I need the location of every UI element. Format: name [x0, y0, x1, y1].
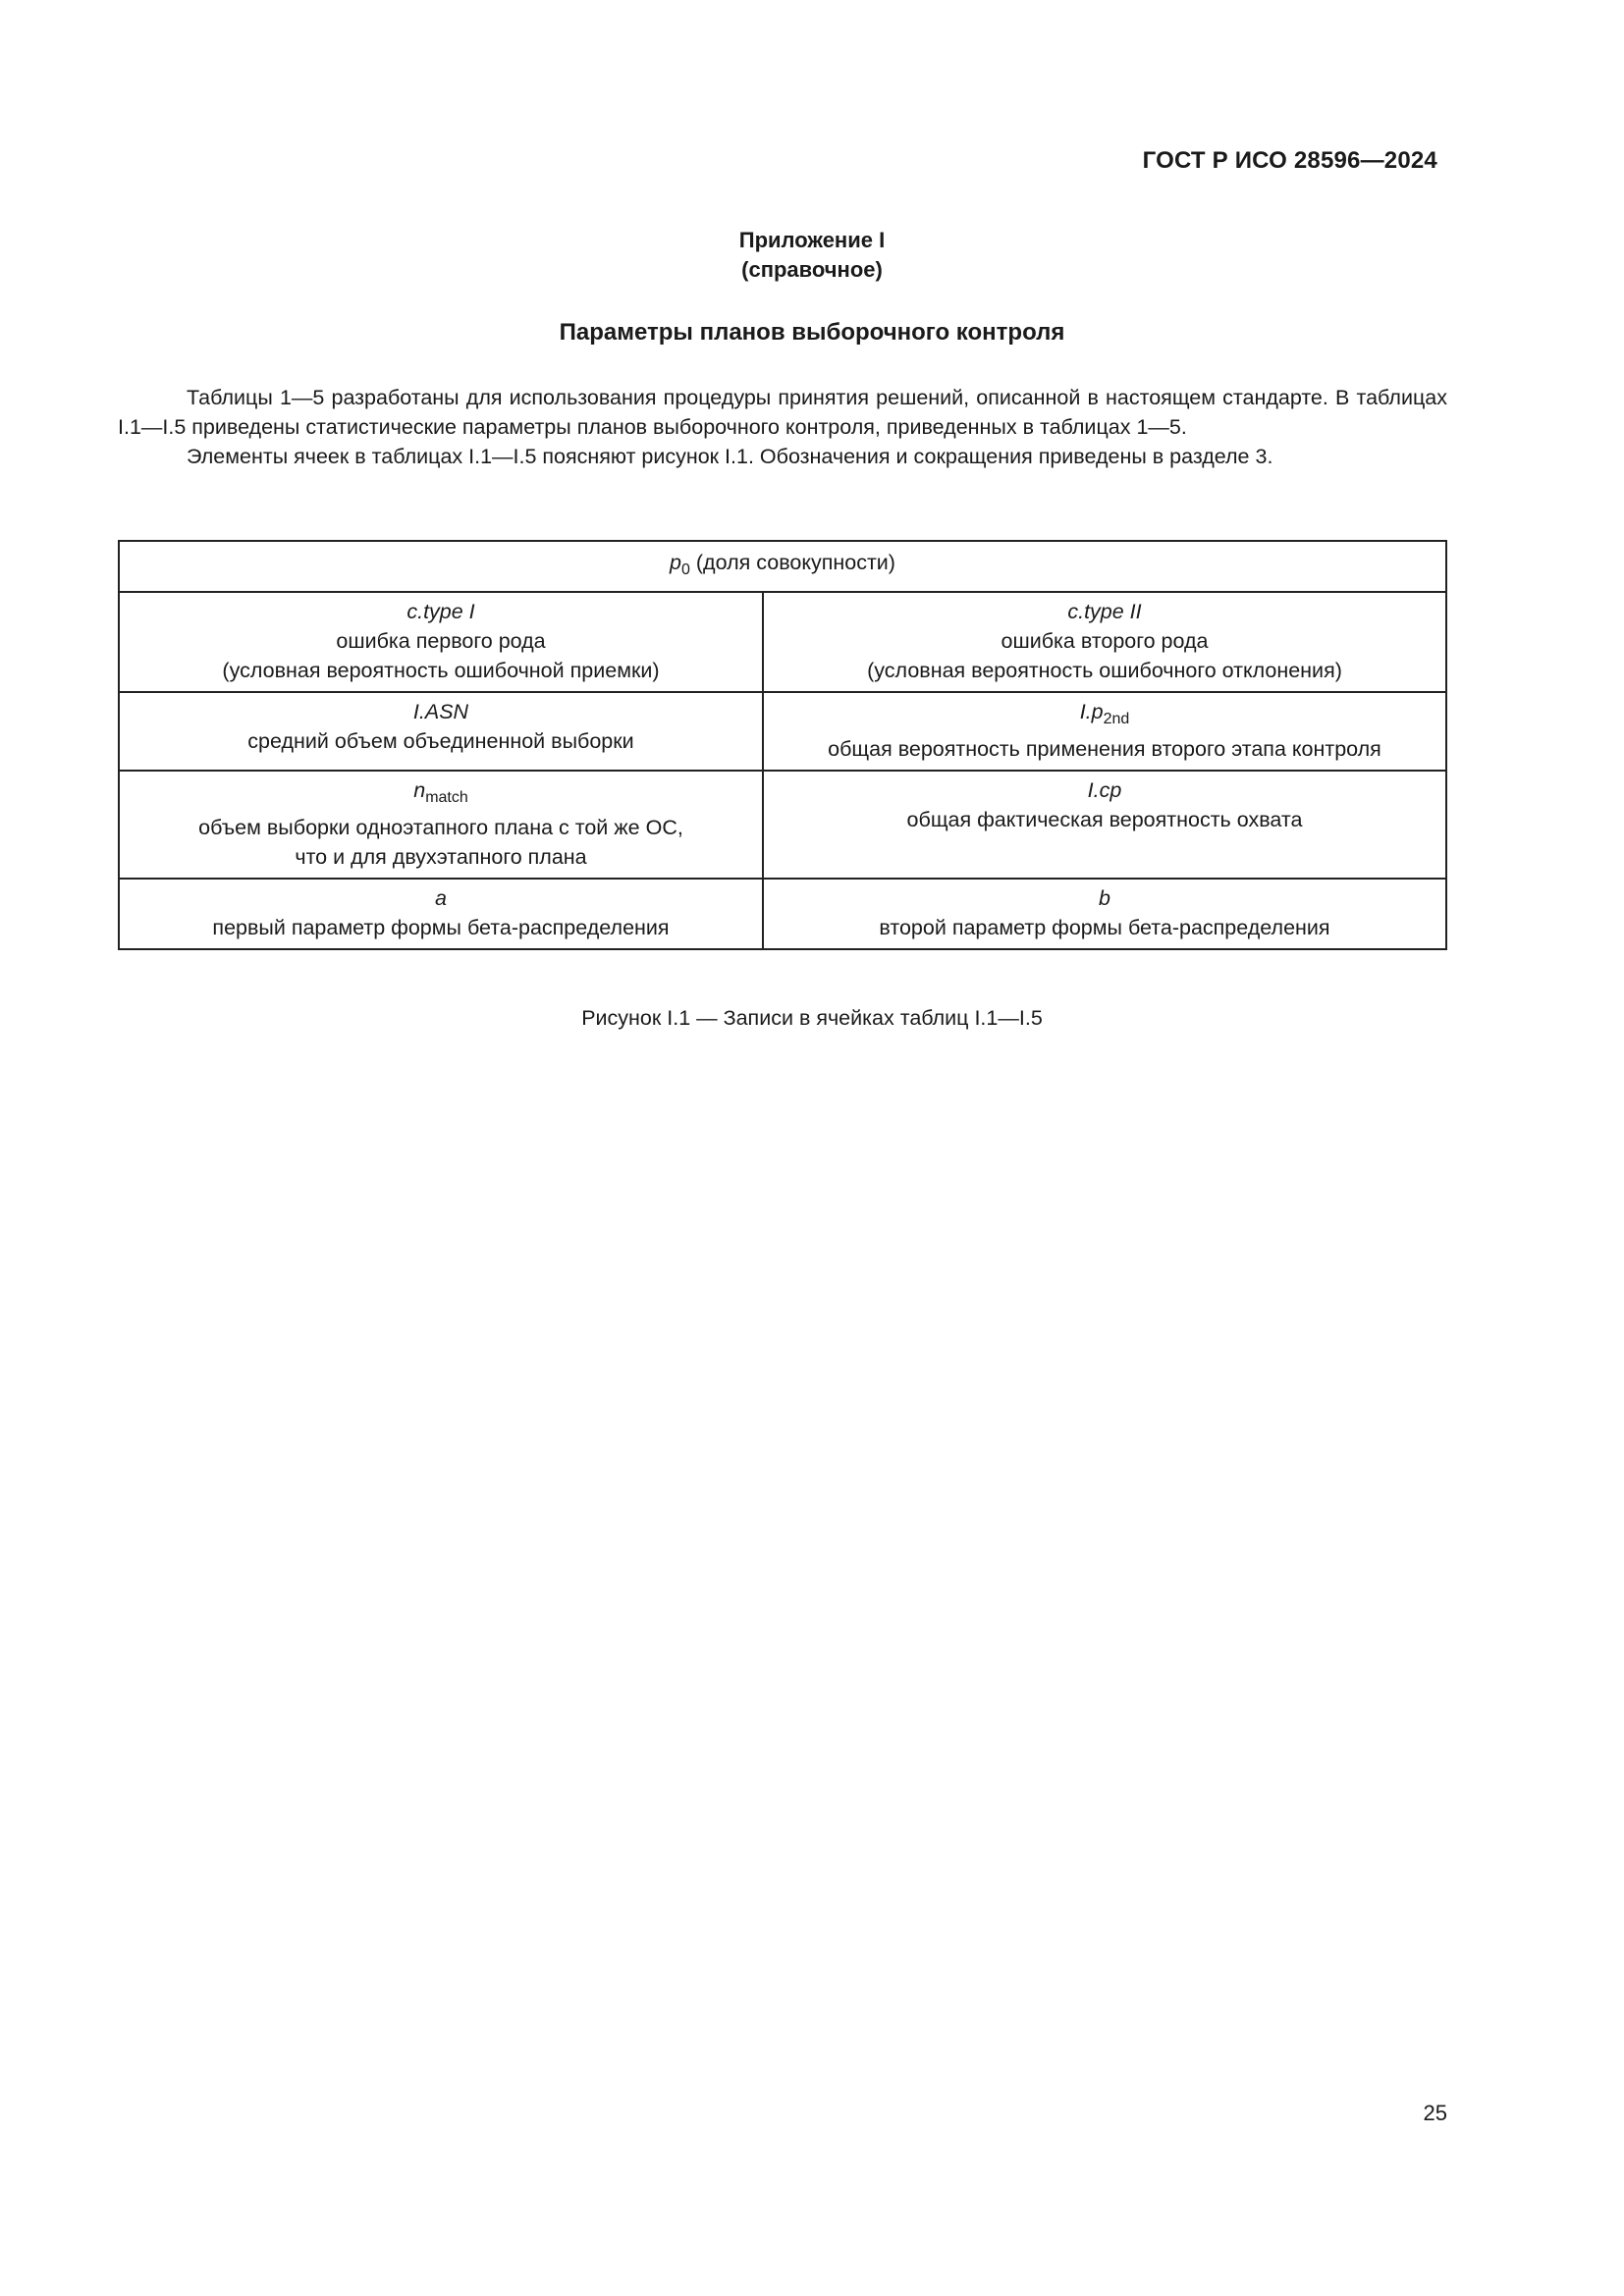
- cell-line: что и для двухэтапного плана: [295, 845, 587, 869]
- document-code: ГОСТ Р ИСО 28596—2024: [1142, 147, 1437, 174]
- figure-row-2: [120, 691, 1445, 770]
- cell-line: (условная вероятность ошибочного отклонения): [867, 659, 1342, 682]
- header-text: (доля совокупности): [695, 551, 895, 574]
- figure-cell-a: [120, 880, 762, 948]
- paragraph-1: Таблицы 1—5 разработаны для использования процедуры принятия решений, описанной в настоящем стандарте. В таблицах I.1—I.5 приведены статистические параметры планов выборочного контроля, приведенных в таблицах 1—5.: [118, 386, 1447, 439]
- cell-line: общая фактическая вероятность охвата: [906, 808, 1303, 831]
- page-number: 25: [1423, 2101, 1447, 2125]
- paragraph-2: Элементы ячеек в таблицах I.1—I.5 поясняют рисунок I.1. Обозначения и сокращения приведены в разделе 3.: [187, 445, 1273, 468]
- cell-subscript: 2nd: [1103, 711, 1130, 727]
- cell-line: объем выборки одноэтапного плана с той же ОС,: [198, 816, 683, 839]
- cell-symbol: c.type I: [406, 600, 475, 623]
- cell-line: общая вероятность применения второго этапа контроля: [828, 737, 1381, 761]
- figure-cell-type-ii: [762, 593, 1445, 691]
- cell-symbol: b: [1099, 886, 1110, 910]
- cell-symbol: c.type II: [1067, 600, 1142, 623]
- cell-line: первый параметр формы бета-распределения: [212, 916, 670, 939]
- annex-heading: [0, 226, 1624, 285]
- cell-symbol: I.cp: [1087, 778, 1122, 802]
- cell-subscript: match: [425, 789, 468, 806]
- cell-symbol: a: [435, 886, 447, 910]
- cell-line: ошибка второго рода: [1001, 629, 1209, 653]
- figure-row-3: [120, 770, 1445, 878]
- figure-cell-type-i: [120, 593, 762, 691]
- annex-subtitle: (справочное): [741, 257, 883, 282]
- section-title: Параметры планов выборочного контроля: [559, 319, 1065, 346]
- cell-line: второй параметр формы бета-распределения: [879, 916, 1330, 939]
- figure-row-4: [120, 878, 1445, 948]
- body-text: [118, 383, 1447, 471]
- figure-cell-cp: [762, 772, 1445, 878]
- cell-symbol: I.p: [1079, 700, 1104, 723]
- annex-title: Приложение I: [738, 228, 886, 252]
- figure-cell-nmatch: [120, 772, 762, 878]
- cell-symbol: n: [413, 778, 426, 802]
- figure-cell-layout: [118, 540, 1447, 950]
- cell-symbol: I.ASN: [412, 700, 469, 723]
- figure-row-1: [120, 591, 1445, 691]
- cell-line: ошибка первого рода: [336, 629, 546, 653]
- figure-header-row: [120, 542, 1445, 591]
- figure-cell-asn: [120, 693, 762, 770]
- header-subscript: 0: [681, 561, 690, 578]
- cell-line: (условная вероятность ошибочной приемки): [222, 659, 660, 682]
- figure-cell-p2nd: [762, 693, 1445, 770]
- header-symbol: p: [670, 551, 681, 574]
- figure-caption: Рисунок I.1 — Записи в ячейках таблиц I.1—I.5: [581, 1006, 1043, 1030]
- figure-cell-b: [762, 880, 1445, 948]
- cell-line: средний объем объединенной выборки: [247, 729, 634, 753]
- figure-header-cell: [120, 542, 1445, 591]
